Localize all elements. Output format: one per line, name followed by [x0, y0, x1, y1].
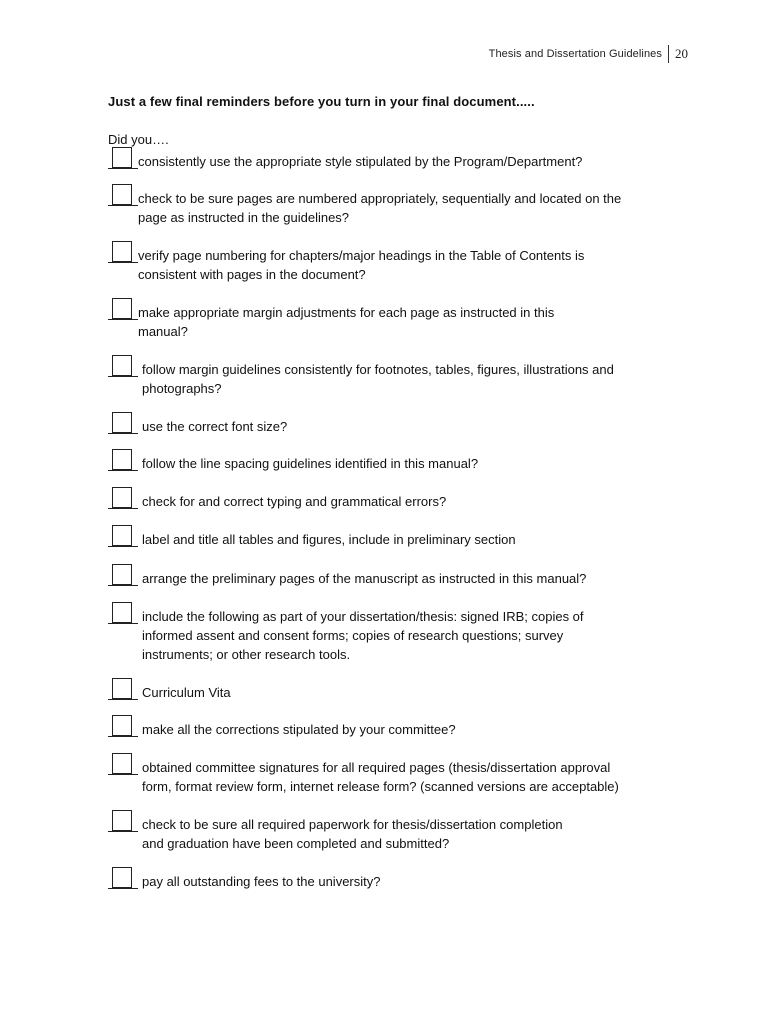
checkbox[interactable]	[112, 241, 132, 262]
checklist-item-text: consistently use the appropriate style stipulated by the Program/Department?	[138, 154, 583, 169]
checklist-item-text: use the correct font size?	[142, 419, 288, 434]
checkbox[interactable]	[112, 184, 132, 205]
checkbox[interactable]	[112, 449, 132, 470]
checkbox[interactable]	[112, 412, 132, 433]
checklist-item-text: label and title all tables and figures, include in preliminary section	[142, 532, 516, 547]
header-title: Thesis and Dissertation Guidelines	[488, 48, 662, 60]
checkbox[interactable]	[112, 867, 132, 888]
checklist-item-text: obtained committee signatures for all required pages (thesis/dissertation approval form, format review form, internet release form? (scanned versions are acceptable)	[142, 760, 619, 794]
blank-line	[108, 470, 138, 471]
checklist-item-text: make appropriate margin adjustments for each page as instructed in this manual?	[138, 305, 555, 339]
blank-line	[108, 205, 138, 206]
checklist-item-text: check to be sure all required paperwork for thesis/dissertation completion and graduation have been completed and submitted?	[142, 817, 563, 851]
blank-line	[108, 376, 138, 377]
checklist-item-text: verify page numbering for chapters/major headings in the Table of Contents is consistent with pages in the document?	[138, 248, 585, 282]
checklist-item-text: make all the corrections stipulated by your committee?	[142, 722, 456, 737]
page-header	[489, 45, 688, 63]
blank-line	[108, 736, 138, 737]
checklist-item-text: check to be sure pages are numbered appropriately, sequentially and located on the page as instructed in the guidelines?	[138, 191, 622, 225]
checkbox[interactable]	[112, 525, 132, 546]
checklist-item-text: include the following as part of your dissertation/thesis: signed IRB; copies of informed assent and consent forms; copies of research questions; survey instruments; or other research tools.	[142, 609, 584, 662]
blank-line	[108, 831, 138, 832]
checklist-item-text: follow margin guidelines consistently for footnotes, tables, figures, illustrations and photographs?	[142, 362, 614, 396]
checkbox[interactable]	[112, 602, 132, 623]
checklist-item-text: check for and correct typing and grammatical errors?	[142, 494, 447, 509]
blank-line	[108, 699, 138, 700]
intro-text: Did you….	[108, 132, 169, 147]
header-separator	[668, 45, 669, 63]
blank-line	[108, 508, 138, 509]
checklist-item-text: pay all outstanding fees to the university?	[142, 874, 381, 889]
blank-line	[108, 585, 138, 586]
page-heading: Just a few final reminders before you turn in your final document.....	[108, 94, 535, 109]
checklist-item-text: follow the line spacing guidelines identified in this manual?	[142, 456, 479, 471]
checkbox[interactable]	[112, 298, 132, 319]
checkbox[interactable]	[112, 678, 132, 699]
checkbox[interactable]	[112, 810, 132, 831]
blank-line	[108, 262, 138, 263]
checkbox[interactable]	[112, 147, 132, 168]
blank-line	[108, 168, 138, 169]
checkbox[interactable]	[112, 564, 132, 585]
checkbox[interactable]	[112, 753, 132, 774]
checklist-item-text: Curriculum Vita	[142, 685, 231, 700]
checkbox[interactable]	[112, 487, 132, 508]
blank-line	[108, 623, 138, 624]
blank-line	[108, 319, 138, 320]
checklist-item-text: arrange the preliminary pages of the manuscript as instructed in this manual?	[142, 571, 587, 586]
blank-line	[108, 888, 138, 889]
blank-line	[108, 774, 138, 775]
checkbox[interactable]	[112, 355, 132, 376]
blank-line	[108, 433, 138, 434]
checkbox[interactable]	[112, 715, 132, 736]
blank-line	[108, 546, 138, 547]
page-number: 20	[675, 46, 688, 61]
